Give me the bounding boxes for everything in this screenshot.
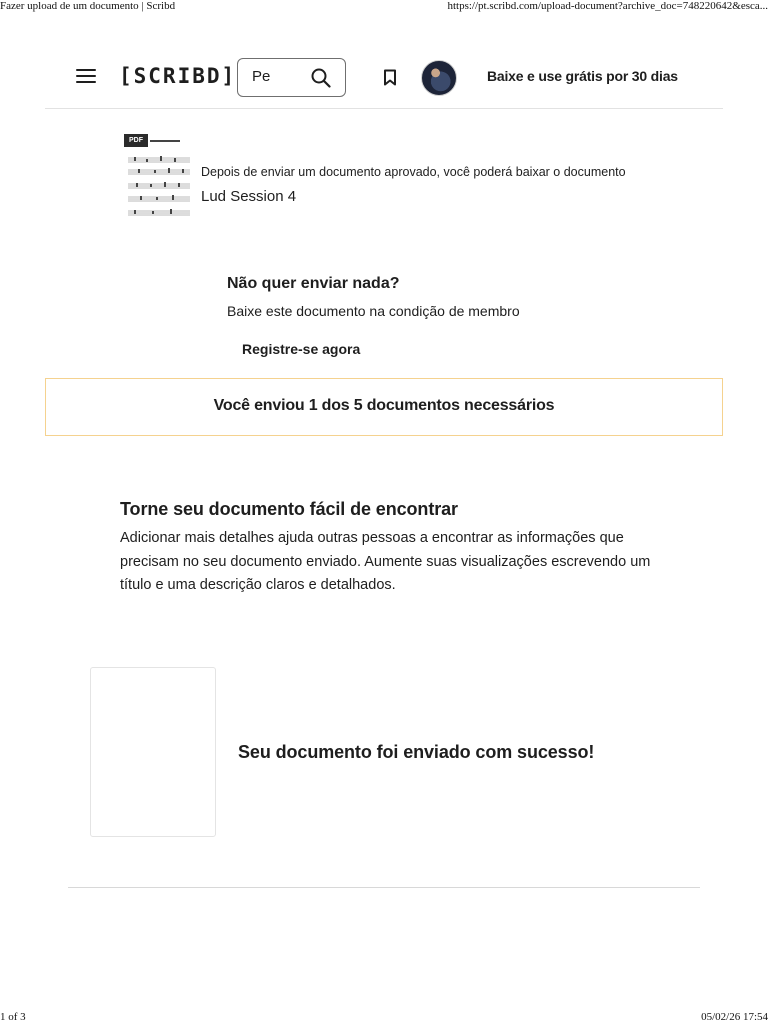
findability-heading: Torne seu documento fácil de encontrar: [120, 499, 458, 519]
register-button[interactable]: Registre-se agora: [242, 341, 361, 357]
no-upload-text: Baixe este documento na condição de membro: [227, 303, 520, 319]
search-input[interactable]: [252, 68, 302, 85]
print-page-number: 1 of 3: [0, 1011, 26, 1023]
download-note: Depois de enviar um documento aprovado, você poderá baixar o documento: [201, 165, 626, 179]
bookmark-icon[interactable]: [383, 69, 397, 86]
sheet-music-preview: [124, 134, 194, 226]
pdf-badge: PDF: [124, 134, 148, 147]
print-page-url: https://pt.scribd.com/upload-document?archive_doc=748220642&esca...: [447, 0, 768, 12]
divider: [68, 887, 700, 888]
document-thumbnail[interactable]: [124, 134, 194, 226]
search-box[interactable]: [237, 58, 346, 97]
search-icon[interactable]: [311, 68, 331, 88]
uploaded-document-preview[interactable]: [90, 667, 216, 837]
free-trial-link[interactable]: Baixe e use grátis por 30 dias: [487, 68, 678, 84]
findability-text: Adicionar mais detalhes ajuda outras pessoas a encontrar as informações que precisam no seu documento enviado. Aumente suas visualizações escrevendo um título e uma descrição claros e detalhados.: [120, 530, 651, 593]
no-upload-heading: Não quer enviar nada?: [227, 275, 400, 292]
scribd-logo[interactable]: [SCRIBD]: [119, 64, 237, 88]
print-page-title: Fazer upload de um documento | Scribd: [0, 0, 176, 12]
print-datetime: 05/02/26 17:54: [701, 1011, 768, 1023]
user-avatar[interactable]: [421, 60, 457, 96]
menu-icon[interactable]: [76, 69, 96, 85]
upload-success-message: Seu documento foi enviado com sucesso!: [238, 742, 595, 762]
document-title[interactable]: Lud Session 4: [201, 188, 297, 205]
top-nav: [45, 57, 723, 109]
upload-progress-text: Você enviou 1 dos 5 documentos necessários: [213, 397, 555, 414]
upload-progress-banner: [45, 378, 723, 436]
